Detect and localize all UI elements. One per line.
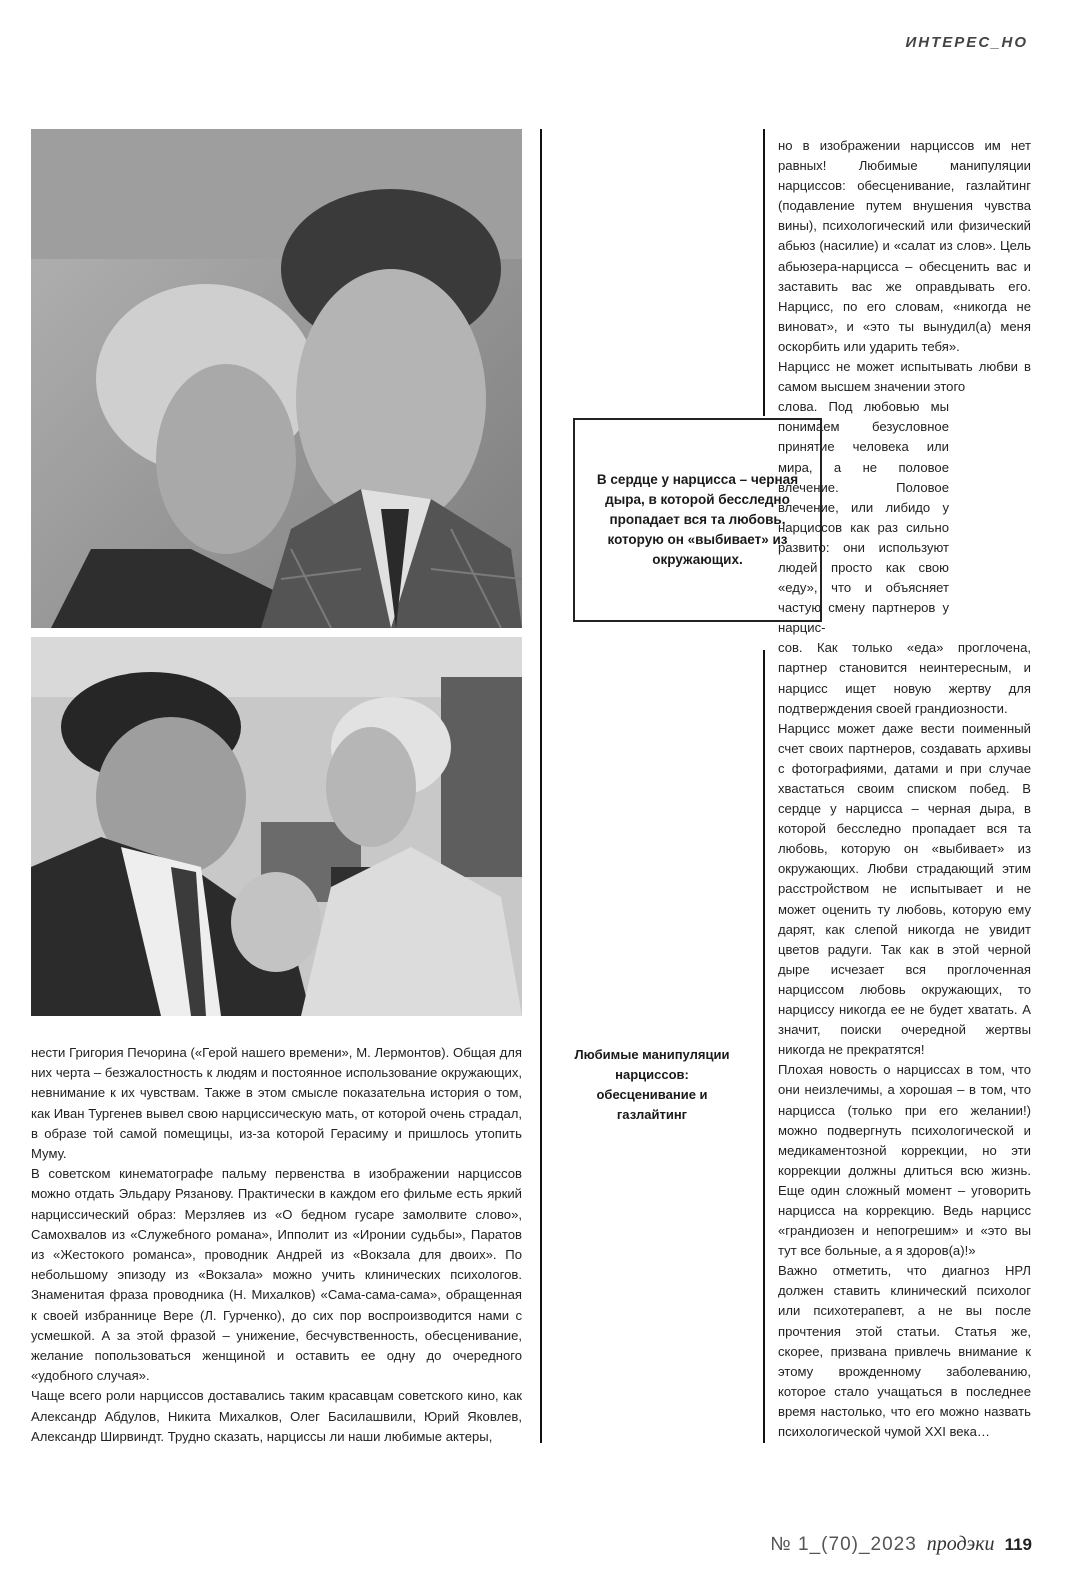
left-text-column xyxy=(31,1043,522,1447)
page-number: 119 xyxy=(1004,1535,1032,1554)
paragraph: Нарцисс не может испытывать любви в самом высшем значении этого xyxy=(778,359,1031,395)
film-still-photo-bottom xyxy=(31,637,522,1016)
right-text-column xyxy=(778,136,1031,1442)
paragraph: Важно отметить, что диагноз НРЛ должен ставить клинический психолог или психотерапевт, а не вы после прочтения этой статьи. Статья же, скорее, призвана привлечь внимание к этому врожденному заболеванию, которое стало учащаться в последнее время настолько, что его можно назвать психологической чумой XXI века… xyxy=(778,1263,1031,1439)
pull-quote-text: В сердце у нарцисса – черная дыра, в которой бесследно пропадает вся та любовь, которую он «выбивает» из окружающих. xyxy=(596,472,799,567)
column-divider-right-top xyxy=(763,129,765,416)
page-footer xyxy=(770,1533,1032,1556)
side-note: Любимые манипуляции нарциссов: обесценивание и газлайтинг xyxy=(574,1047,730,1122)
issue-number: № 1_(70)_2023 xyxy=(770,1534,917,1555)
film-still-top-image xyxy=(31,129,522,628)
paragraph: Чаще всего роли нарциссов доставались таким красавцам советского кино, как Александр Абдулов, Никита Михалков, Олег Басилашвили, Юрий Яковлев, Александр Ширвиндт. Трудно сказать, нарциссы ли наши любимые актеры, xyxy=(31,1388,522,1444)
paragraph: сов. Как только «еда» проглочена, партнер становится неинтересным, и нарцисс ищет новую жертву для подтверждения своей грандиозности. xyxy=(778,640,1031,716)
paragraph: В советском кинематографе пальму первенства в изображении нарциссов можно отдать Эльдару Рязанову. Практически в каждом его фильме есть яркий нарциссический образ: Мерзляев из «О бедном гусаре замолвите слово», Самохвалов из «Служебного романа», Ипполит из «Иронии судьбы», Паратов из «Жестокого романса», проводник Андрей из «Вокзала для двоих». По небольшому эпизоду из «Вокзала» можно учить клинических психологов. Знаменитая фраза проводника (Н. Михалков) «Сама-сама-сама», обращенная к своей избраннице Вере (Л. Гурченко), до сих пор воспроизводится нами с усмешкой. А за этой фразой – унижение, бесчувственность, обесценивание, желание попользоваться женщиной и оставить ее одну до очередного «удобного случая». xyxy=(31,1166,522,1384)
magazine-brand: продэки xyxy=(926,1533,995,1555)
film-still-bottom-image xyxy=(31,637,522,1016)
paragraph: Плохая новость о нарциссах в том, что они неизлечимы, а хорошая – в том, что нарцисса (только при его желании!) можно подвергнуть психологической и медикаментозной коррекции, но эти коррекции должны длиться всю жизнь. Еще один сложный момент – уговорить нарцисса на коррекцию. Ведь нарцисс «грандиозен и непогрешим» и «это вы тут все больные, а я здоров(а)!» xyxy=(778,1062,1031,1259)
paragraph: но в изображении нарциссов им нет равных! Любимые манипуляции нарциссов: обесценивание, газлайтинг (подавление путем внушения чувства вины), психологический или физический абьюз (насилие) и «салат из слов». Цель абьюзера-нарцисса – обесценить вас и заставить вас же оправдывать его. Нарцисс, по его словам, «никогда не виноват», и «это ты вынудил(а) меня оскорбить или ударить тебя». xyxy=(778,138,1031,354)
column-divider-right-bottom xyxy=(763,650,765,1443)
section-header: ИНТЕРЕС_НО xyxy=(905,34,1028,51)
film-still-photo-top xyxy=(31,129,522,628)
paragraph: Нарцисс может даже вести поименный счет своих партнеров, создавать архивы с фотографиями, датами и при случае хвастаться своим списком побед. В сердце у нарцисса – черная дыра, в которой бесследно пропадает вся та любовь, которую он «выбивает» из окружающих. Любви страдающий этим расстройством не испытывает и не может оценить ту любовь, которую ему дарят, как слепой никогда не увидит цветов радуги. Так как в этой черной дыре исчезает вся проглоченная нарциссом любовь окружающих, то нарциссу никогда ее не будет хватать. А значит, поиски очередной жертвы никогда не прекратятся! xyxy=(778,720,1031,1058)
column-divider-left xyxy=(540,129,542,1443)
paragraph: слова. Под любовью мы понимаем безусловное принятие человека или мира, а не половое влечение. Половое влечение, или либидо у нарциссов как раз сильно развито: они используют людей просто как свою «еду», что и объясняет частую смену партнеров у нарцис- xyxy=(778,399,949,636)
paragraph: нести Григория Печорина («Герой нашего времени», М. Лермонтов). Общая для них черта – безжалостность к людям и постоянное использование окружающих, невнимание к их чувствам. Также в этом смысле показательна история о том, как Иван Тургенев вывел свою нарциссическую мать, от которой очень страдал, в образе той самой помещицы, из-за которой Герасиму и пришлось утопить Муму. xyxy=(31,1045,522,1162)
